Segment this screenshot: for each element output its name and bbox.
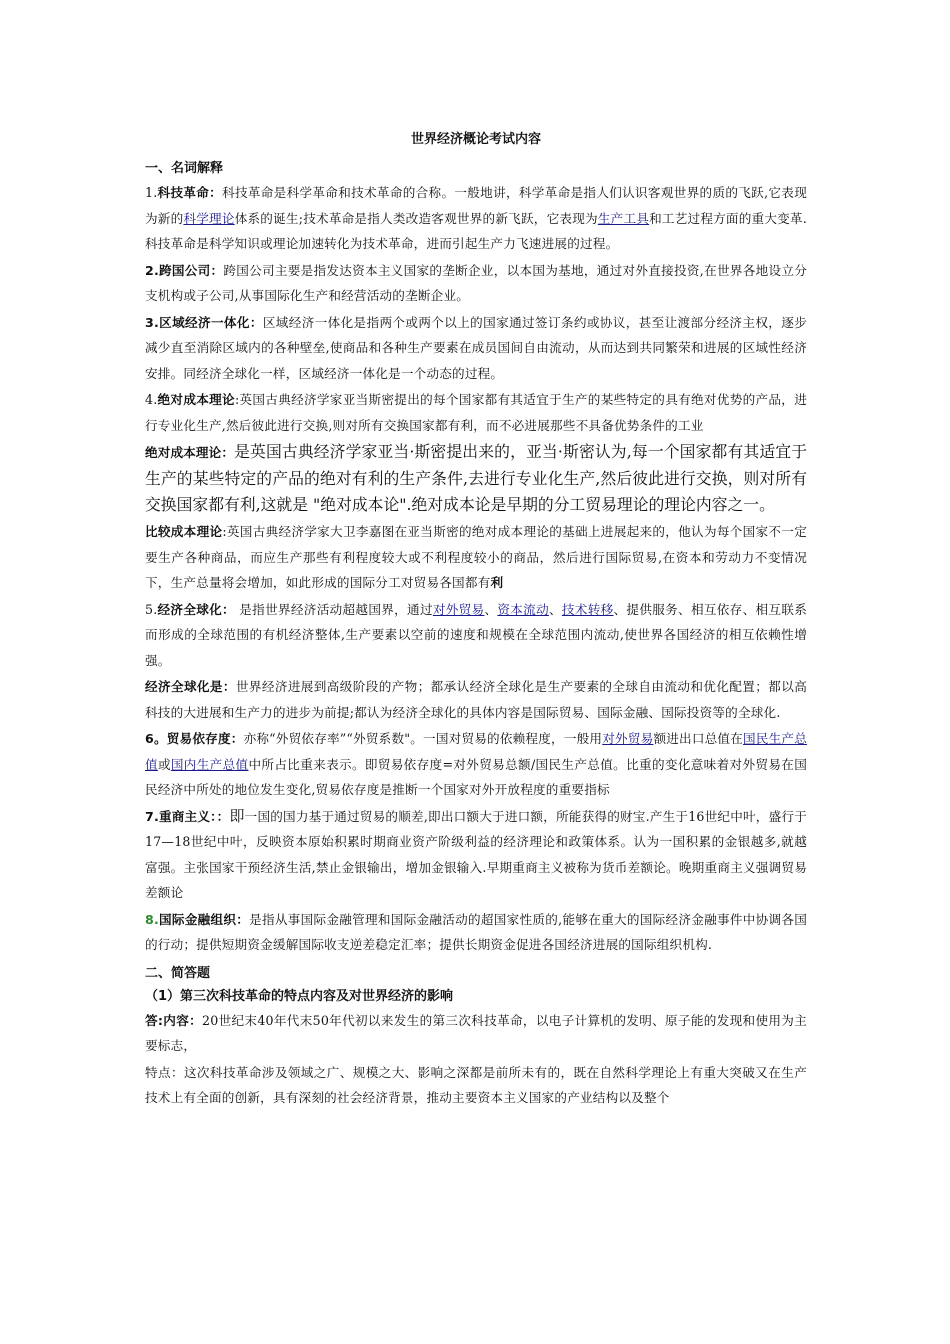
paragraph-text: 和工艺过程方面的重大变革.科技革命是科学知识或理论加速转化为技术革命，进而引起生产力飞速进展的过程。 bbox=[145, 210, 807, 251]
paragraph-trade-dependence bbox=[145, 726, 807, 803]
paragraph-globalization bbox=[145, 597, 807, 674]
term-label: 国际金融组织： bbox=[158, 911, 250, 927]
paragraph-globalization-alt bbox=[145, 674, 807, 725]
link-gdp[interactable]: 国内生产总值 bbox=[170, 756, 249, 772]
term-label: 绝对成本理论： bbox=[145, 445, 235, 460]
paragraph-text: 区域经济一体化是指两个或两个以上的国家通过签订条约或协议，甚至让渡部分经济主权，逐步减少直至消除区域内的各种壁垒,使商品和各种生产要素在成员国间自由流动，从而达到共同繁荣和进展的区域性经济安排。同经济全球化一样，区域经济一体化是一个动态的过程。 bbox=[145, 314, 808, 381]
section-heading-1: 一、名词解释 bbox=[145, 161, 224, 176]
paragraph-multinational bbox=[145, 258, 807, 309]
link-production-tools[interactable]: 生产工具 bbox=[597, 210, 650, 226]
paragraph-absolute-cost-alt bbox=[145, 439, 807, 518]
paragraph-international-finance bbox=[145, 907, 807, 958]
paragraph-tech-revolution bbox=[145, 180, 807, 257]
paragraph-text: 跨国公司主要是指发达资本主义国家的垄断企业，以本国为基地，通过对外直接投资,在世界各地设立分支机构或子公司,从事国际化生产和经营活动的垄断企业。 bbox=[145, 262, 807, 303]
paragraph-comparative-cost bbox=[145, 519, 807, 596]
term-label: 6。贸易依存度： bbox=[145, 731, 244, 746]
paragraph-text: 世界经济进展到高级阶段的产物；都承认经济全球化是生产要素的全球自由流动和优化配置；都以高科技的大进展和生产力的进步为前提;都认为经济全球化的具体内容是国际贸易、国际金融、国际投资等的全球化. bbox=[145, 679, 807, 720]
link-foreign-trade[interactable]: 对外贸易 bbox=[432, 601, 485, 617]
separator: 、 bbox=[484, 601, 498, 617]
link-capital-flow[interactable]: 资本流动 bbox=[497, 601, 549, 617]
paragraph-text: 20世纪末40年代末50年代初以来发生的第三次科技革命，以电子计算机的发明、原子能的发现和使用为主要标志， bbox=[145, 1012, 807, 1053]
item-number: 1. bbox=[145, 185, 158, 200]
link-science-theory[interactable]: 科学理论 bbox=[183, 210, 235, 226]
paragraph-text: 、提供服务、相互依存、相互联系而形成的全球范围的有机经济整体,生产要素以空前的速度和规模在全球范围内流动,使世界各国经济的相互依赖性增强。 bbox=[145, 601, 807, 668]
term-label: 比较成本理论 bbox=[145, 524, 223, 539]
term-label: 绝对成本理论 bbox=[157, 392, 235, 407]
paragraph-mercantilism bbox=[145, 804, 807, 906]
document-title: 世界经济概论考试内容 bbox=[410, 132, 541, 147]
paragraph-text: 是英国古典经济学家亚当·斯密提出来的，亚当·斯密认为,每一个国家都有其适宜于生产的某些特定的产品的绝对有利的生产条件,去进行专业化生产,然后彼此进行交换，则对所有交换国家都有利,这就是 "绝对成本论".绝对成本论是早期的分工贸易理论的理论内容之一。 bbox=[145, 442, 807, 514]
paragraph-tail: 利 bbox=[490, 575, 504, 590]
link-technology-transfer[interactable]: 技术转移 bbox=[561, 601, 614, 617]
paragraph-text: 体系的诞生;技术革命是指人类改造客观世界的新飞跃，它表现为 bbox=[234, 210, 598, 226]
term-label: 经济全球化是： bbox=[145, 679, 236, 694]
term-label: 2.跨国公司： bbox=[145, 262, 224, 278]
paragraph-text: 是指世界经济活动超越国界，通过 bbox=[234, 601, 433, 617]
item-number: 8. bbox=[145, 911, 159, 927]
paragraph-text: 是指从事国际金融管理和国际金融活动的超国家性质的,能够在重大的国际经济金融事件中协调各国的行动；提供短期资金缓解国际收支逆差稳定汇率；提供长期资金促进各国经济进展的国际组织机构. bbox=[145, 911, 807, 952]
paragraph-text: 额进出口总值在 bbox=[653, 731, 744, 746]
paragraph-text: 中所占比重来表示。即贸易依存度=对外贸易总额/国民生产总值。比重的变化意味着对外贸易在国民经济中所处的地位发生变化,贸易依存度是推断一个国家对外开放程度的重要指标 bbox=[145, 756, 807, 797]
term-label: 答:内容： bbox=[145, 1012, 203, 1028]
separator: 、 bbox=[549, 601, 562, 617]
paragraph-text: 一国的国力基于通过贸易的顺差,即出口额大于进口额，所能获得的财宝.产生于16世纪中叶，盛行于17—18世纪中叶，反映资本原始积累时期商业资产阶级利益的经济理论和政策体系。认为一国积累的金银越多,就越富强。主张国家干预经济生活,禁止金银输出，增加金银输入.早期重商主义被称为货币差额论。晚期重商主义强调贸易差额论 bbox=[145, 808, 807, 900]
paragraph-text: 亦称“外贸依存率”“外贸系数"。一国对贸易的依赖程度，一般用 bbox=[243, 731, 603, 746]
paragraph-text: 科技革命是科学革命和技术革命的合称。一般地讲，科学革命是指人们认识客观世界的质的飞跃,它表现为新的 bbox=[145, 185, 808, 226]
paragraph-text: :英国古典经济学家大卫李嘉图在亚当斯密的绝对成本理论的基础上进展起来的，他认为每个国家不一定要生产各种商品，而应生产那些有利程度较大或不利程度较小的商品，然后进行国际贸易,在资本和劳动力不变情况下，生产总量将会增加，如此形成的国际分工对贸易各国都有 bbox=[145, 524, 807, 590]
paragraph-text: 或 bbox=[157, 756, 171, 772]
section-heading-2: 二、简答题 bbox=[145, 965, 211, 981]
item-number: 4. bbox=[145, 392, 158, 407]
term-label: 科技革命： bbox=[157, 185, 223, 200]
paragraph-regional-integration bbox=[145, 310, 807, 387]
term-label: 3.区域经济一体化： bbox=[145, 314, 263, 330]
paragraph-lead: 即 bbox=[229, 806, 245, 825]
paragraph-absolute-cost bbox=[145, 387, 807, 438]
document-page bbox=[145, 128, 807, 1112]
link-gnp[interactable]: 国民生产总值 bbox=[145, 731, 808, 772]
item-number: 5. bbox=[145, 601, 158, 617]
question-heading: （1）第三次科技革命的特点内容及对世界经济的影响 bbox=[145, 988, 454, 1004]
answer-content bbox=[145, 1008, 807, 1059]
term-label: 7.重商主义：： bbox=[145, 808, 230, 824]
paragraph-text: 特点：这次科技革命涉及领域之广、规模之大、影响之深都是前所未有的，既在自然科学理论上有重大突破又在生产技术上有全面的创新，具有深刻的社会经济背景，推动主要资本主义国家的产业结构以及整个 bbox=[145, 1064, 807, 1105]
link-foreign-trade[interactable]: 对外贸易 bbox=[602, 731, 654, 746]
term-label: 经济全球化： bbox=[157, 601, 235, 617]
answer-features bbox=[145, 1060, 807, 1111]
paragraph-text: :英国古典经济学家亚当斯密提出的每个国家都有其适宜于生产的某些特定的具有绝对优势的产品，进行专业化生产,然后彼此进行交换,则对所有交换国家都有利，而不必进展那些不具备优势条件的工业 bbox=[145, 392, 807, 433]
